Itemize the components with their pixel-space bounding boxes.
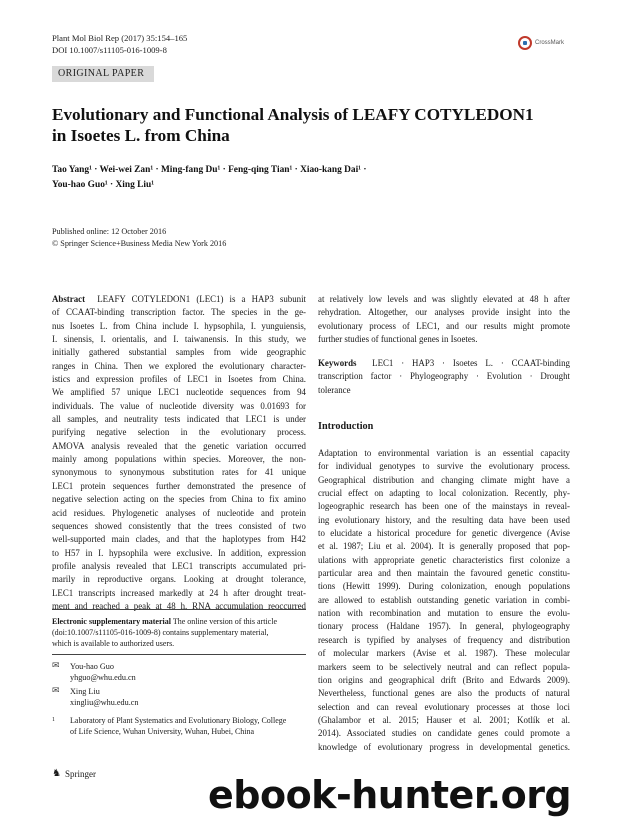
abstract-line: ranges in China. Then we explored the evolutionary character- — [52, 360, 306, 371]
intro-line: tions (Hewitt 1999). During colonization, enough populations — [318, 581, 570, 592]
section-label: ORIGINAL PAPER — [52, 66, 154, 82]
intro-line: markers seem to be selectively neutral and can reflect popula- — [318, 661, 570, 672]
journal-doi: DOI 10.1007/s11105-016-1009-8 — [52, 45, 167, 55]
abstract-line: of CCAAT-binding transcription factor. The species in the ge- — [52, 307, 306, 318]
contact-name: Xing Liu — [70, 687, 100, 696]
published-date: Published online: 12 October 2016 — [52, 227, 167, 236]
intro-line: selection and can reveal evolutionary processes at those loci — [318, 701, 570, 712]
affiliation-line: Laboratory of Plant Systematics and Evolutionary Biology, College — [70, 716, 287, 725]
author-list — [52, 163, 572, 193]
abstract-line: all samples, and neutrality tests indicated that LEC1 is under — [52, 414, 306, 425]
intro-line: 2014). Associated studies on candidate genes could promote a — [318, 728, 570, 739]
abstract-line: istics and expression profiles of LEC1 in Isoetes from China. — [52, 374, 306, 385]
abstract-line: to H57 in I. hypsophila were exclusive. In addition, expression — [52, 547, 306, 558]
intro-line: particular area and then maintain the favoured genetic constitu- — [318, 568, 570, 579]
intro-line: to elucidate a historical procedure for genetic divergence (Avise — [318, 528, 570, 539]
intro-line: Adaptation to environmental variation is an essential capacity — [318, 448, 570, 458]
affiliation — [52, 715, 306, 737]
keywords-label: Keywords — [318, 358, 357, 368]
crossmark-badge[interactable] — [518, 36, 564, 50]
abstract-line: further studies of functional genes in Isoetes. — [318, 334, 478, 345]
envelope-icon: ✉ — [52, 661, 60, 671]
contact-guo — [52, 661, 136, 683]
abstract-line: LEC1 protein sequences further demonstrated the presence of — [52, 480, 306, 491]
abstract-line: nus Isoetes L. from China include I. hypsophila, I. yunguiensis, — [52, 320, 306, 331]
contact-name: You-hao Guo — [70, 662, 114, 671]
affiliation-number: 1 — [52, 717, 55, 723]
abstract-line: purifying negative selection in the evolutionary process. — [52, 427, 306, 438]
publisher-logo — [52, 768, 96, 779]
abstract-line: We amplified 57 unique LEC1 nucleotide sequences from 94 — [52, 387, 306, 398]
copyright-notice: © Springer Science+Business Media New York 2016 — [52, 238, 227, 248]
abstract-line: marily in reproductive organs. Looking at drought tolerance, — [52, 574, 306, 585]
esm-line: Electronic supplementary material The online version of this article — [52, 617, 278, 626]
publisher-name: Springer — [64, 768, 96, 779]
intro-line: of molecular markers (Avise et al. 1987). These molecular — [318, 648, 570, 659]
supplementary-note — [52, 616, 306, 649]
abstract-line: individuals. The value of nucleotide diversity was 0.01693 for — [52, 400, 306, 411]
abstract-line: ment and reached a peak at 48 h. RNA accumulation reoccurred — [52, 600, 306, 611]
intro-line: Nevertheless, functional genes are also the products of natural — [318, 688, 570, 699]
crossmark-label: CrossMark — [535, 40, 565, 46]
contact-liu — [52, 686, 138, 708]
intro-line: (Ghalambor et al. 2015; Hauser et al. 2001; Kotlík et al. — [318, 714, 570, 725]
abstract-line: well-supported main clades, and that the haplotypes from H42 — [52, 534, 306, 545]
journal-volume: Plant Mol Biol Rep (2017) 35:154–165 — [52, 33, 188, 43]
abstract-line: mainly among populations within species. Moreover, the non- — [52, 454, 306, 465]
abstract-line: rehydration. Altogether, our analyses provide insight into the — [318, 307, 570, 318]
intro-line: research is typified by analyses of frequency and distribution — [318, 634, 570, 645]
contact-email[interactable]: yhguo@whu.edu.cn — [70, 673, 136, 682]
abstract-line: initially gathered substantial samples from wide geographic — [52, 347, 306, 358]
authors-line-1: Tao Yang¹ · Wei-wei Zan¹ · Ming-fang Du¹ · Feng-qing Tian¹ · Xiao-kang Dai¹ · — [52, 165, 367, 175]
abstract-line: at relatively low levels and was slightly elevated at 48 h after — [318, 294, 570, 304]
intro-line: ulations with appropriate genetic characteristics first colonize a — [318, 554, 570, 565]
keywords-line: tolerance — [318, 384, 351, 395]
abstract-line: evolutionary process of LEC1, and our results might promote — [318, 320, 570, 331]
abstract-line: I. sinensis, I. orientalis, and I. taiwanensis. In this study, we — [52, 334, 306, 345]
abstract-label: Abstract — [52, 294, 86, 304]
intro-line: logeographic research has been one of the mainstays in reveal- — [318, 501, 570, 512]
footnote-divider — [52, 609, 306, 610]
intro-line: nation with recombination and mutation to ensure the evolu- — [318, 608, 570, 619]
intro-line: tionary process (Haldane 1957). In general, phylogeography — [318, 621, 570, 632]
intro-line: knowledge of evolutionary progress in developmental genetics. — [318, 741, 570, 752]
title-line-2: in Isoetes L. from China — [52, 126, 230, 145]
title-line-1: Evolutionary and Functional Analysis of LEAFY COTYLEDON1 — [52, 105, 534, 124]
intro-line: ing evolutionary history, and the resulting data have been used — [318, 514, 570, 525]
intro-line: for individual genotypes to survive the evolutionary process. — [318, 461, 570, 472]
abstract-line: Abstract LEAFY COTYLEDON1 (LEC1) is a HAP3 subunit — [52, 294, 306, 304]
abstract-continued — [318, 293, 570, 346]
watermark: ebook-hunter.org — [208, 773, 572, 817]
article-title — [52, 104, 572, 146]
authors-line-2: You-hao Guo¹ · Xing Liu¹ — [52, 180, 155, 190]
esm-label: Electronic supplementary material — [52, 617, 171, 626]
intro-line: tion origins and geographical drift (Brito and Edwards 2009). — [318, 674, 570, 685]
contact-divider — [52, 654, 306, 655]
abstract-line: profile analysis revealed that LEC1 transcripts accumulated pri- — [52, 560, 306, 571]
affiliation-line: of Life Science, Wuhan University, Wuhan, Hubei, China — [70, 727, 255, 736]
doi-link[interactable]: (doi:10.1007/s11105-016-1009-8) contains supplementary material, — [52, 628, 269, 637]
abstract — [52, 293, 306, 613]
esm-line[interactable] — [52, 627, 306, 638]
journal-citation — [52, 32, 187, 56]
abstract-line: negative selection acting on the species from China to fix amino — [52, 494, 306, 505]
introduction-body — [318, 447, 570, 754]
abstract-line: sequences showed consistently that the trees consisted of two — [52, 520, 306, 531]
springer-horse-icon: ♞ — [52, 768, 61, 779]
abstract-line: AMOVA analysis revealed that the genetic variation occurred — [52, 440, 306, 451]
keywords-line: transcription factor · Phylogeography · Evolution · Drought — [318, 371, 570, 382]
esm-line: which is available to authorized users. — [52, 639, 175, 648]
section-heading-introduction: Introduction — [318, 421, 374, 432]
abstract-line: acid residues. Phylogenetic analyses of nucleotide and protein — [52, 507, 306, 518]
envelope-icon: ✉ — [52, 686, 60, 696]
abstract-line: synonymous to synonymous substitution rates for 41 unique — [52, 467, 306, 478]
crossmark-icon — [518, 36, 532, 50]
keywords-line: Keywords LEC1 · HAP3 · Isoetes L. · CCAAT-binding — [318, 358, 570, 368]
intro-line: are allowed to establish outstanding genetic variation in combi- — [318, 594, 570, 605]
abstract-line: LEC1 transcripts increased markedly at 24 h after drought treat- — [52, 587, 306, 598]
intro-line: et al. 1987; Liu et al. 2004). It is generally proposed that pop- — [318, 541, 570, 552]
contact-email[interactable]: xingliu@whu.edu.cn — [70, 698, 139, 707]
intro-line: crucial effect on adapting to local colonization. Recently, phy- — [318, 488, 570, 499]
keywords — [318, 357, 570, 397]
intro-line: Geographical distribution and changing climate might have a — [318, 474, 570, 485]
publication-info — [52, 226, 226, 249]
